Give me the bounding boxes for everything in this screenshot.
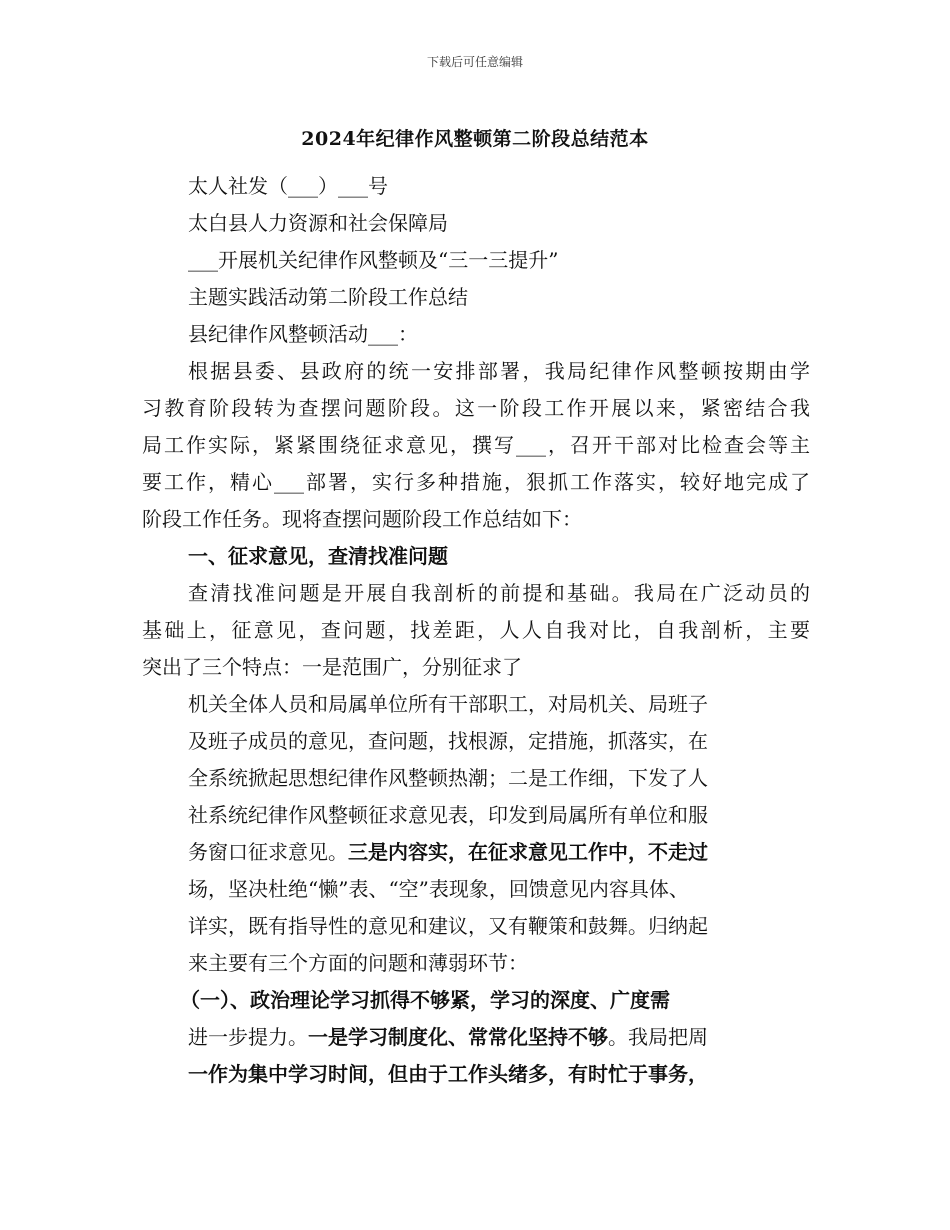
paragraph-line: 查清找准问题是开展自我剖析的前提和基础。我局在广泛动员的 <box>188 581 810 605</box>
section-heading-1: 一、征求意见，查清找准问题 <box>188 544 448 568</box>
header-note: 下载后可任意编辑 <box>426 55 523 69</box>
paragraph-line: 场，坚决杜绝“懒”表、“空”表现象，回馈意见内容具体、 <box>188 877 689 901</box>
subject-line-2: 主题实践活动第二阶段工作总结 <box>188 285 468 309</box>
paragraph-line: 突出了三个特点：一是范围广，分别征求了 <box>142 655 522 679</box>
paragraph-line: 来主要有三个方面的问题和薄弱环节： <box>188 951 528 975</box>
text-run: 务窗口征求意见。 <box>188 840 348 864</box>
subsection-heading-1: （一）、政治理论学习抓得不够紧，学习的深度、广度需 <box>180 988 670 1012</box>
recipient-line: 县纪律作风整顿活动___： <box>188 322 418 346</box>
paragraph-line: 要工作，精心___部署，实行多种措施，狠抓工作落实，较好地完成了 <box>142 470 810 494</box>
paragraph-line <box>188 838 708 866</box>
text-run: 进一步提力。 <box>188 1025 308 1049</box>
paragraph-line: 及班子成员的意见，查问题，找根源，定措施，抓落实，在 <box>188 729 708 753</box>
doc-number: 太人社发（___）___号 <box>188 174 388 198</box>
subject-line-1: ___开展机关纪律作风整顿及“三一三提升” <box>188 248 559 272</box>
paragraph-line <box>188 1023 708 1051</box>
paragraph-line: 习教育阶段转为查摆问题阶段。这一阶段工作开展以来，紧密结合我 <box>142 396 810 420</box>
bold-text-run: 一是学习制度化、常常化坚持不够 <box>308 1025 608 1049</box>
bold-text-run: 三是内容实，在征求意见工作中，不走过 <box>348 840 708 864</box>
paragraph-line: 阶段工作任务。现将查摆问题阶段工作总结如下： <box>142 507 582 531</box>
paragraph-line: 机关全体人员和局属单位所有干部职工，对局机关、局班子 <box>188 692 708 716</box>
paragraph-line: 基础上，征意见，查问题，找差距，人人自我对比，自我剖析，主要 <box>142 618 810 642</box>
paragraph-line: 详实，既有指导性的意见和建议，又有鞭策和鼓舞。归纳起 <box>188 914 708 938</box>
paragraph-line: 局工作实际，紧紧围绕征求意见，撰写___，召开干部对比检查会等主 <box>142 433 810 457</box>
paragraph-line: 一作为集中学习时间，但由于工作头绪多，有时忙于事务， <box>188 1062 708 1086</box>
text-run: 。我局把周 <box>608 1025 708 1049</box>
document-title: 2024年纪律作风整顿第二阶段总结范本 <box>301 128 649 150</box>
paragraph-line: 社系统纪律作风整顿征求意见表，印发到局属所有单位和服 <box>188 803 708 827</box>
paragraph-line: 全系统掀起思想纪律作风整顿热潮；二是工作细，下发了人 <box>188 766 708 790</box>
issuing-office: 太白县人力资源和社会保障局 <box>188 211 448 235</box>
paragraph-line: 根据县委、县政府的统一安排部署，我局纪律作风整顿按期由学 <box>188 359 810 383</box>
